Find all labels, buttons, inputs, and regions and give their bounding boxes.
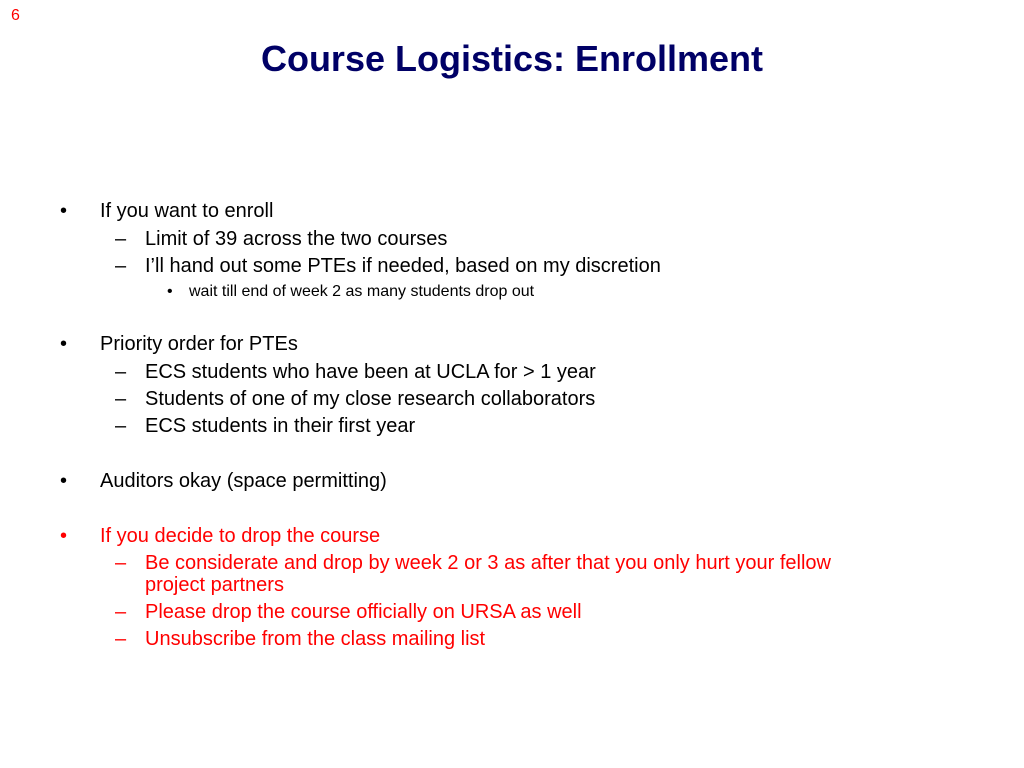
bullet-marker: • [60,333,68,355]
slide-number: 6 [11,7,20,24]
sub-sub-bullet-text: wait till end of week 2 as many students drop out [189,283,535,300]
dash-marker: – [115,228,127,250]
sub-bullet-text: project partners [145,574,284,596]
bullet-text: Priority order for PTEs [100,333,298,355]
sub-bullet-text: Limit of 39 across the two courses [145,228,448,250]
dash-marker: – [115,601,127,623]
sub-bullet-text: Unsubscribe from the class mailing list [145,628,486,650]
bullet-text: If you want to enroll [100,200,274,222]
dash-marker: – [115,361,127,383]
sub-bullet-text: Be considerate and drop by week 2 or 3 as after that you only hurt your fellow [145,552,831,574]
bullet-text: Auditors okay (space permitting) [100,470,387,492]
slide-title: Course Logistics: Enrollment [260,38,764,79]
dash-marker: – [115,415,127,437]
bullet-marker: • [60,200,68,222]
sub-bullet-text: Please drop the course officially on URSA as well [145,601,582,623]
bullet-marker: • [60,470,68,492]
dash-marker: – [115,628,127,650]
sub-bullet-text: ECS students in their first year [145,415,416,437]
bullet-text: If you decide to drop the course [100,525,381,547]
dash-marker: – [115,255,127,277]
sub-bullet-text: I’ll hand out some PTEs if needed, based on my discretion [145,255,661,277]
dash-marker: – [115,388,127,410]
dash-marker: – [115,552,127,574]
bullet-marker: • [167,283,173,300]
bullet-marker: • [60,525,68,547]
sub-bullet-text: ECS students who have been at UCLA for > 1 year [145,361,596,383]
sub-bullet-text: Students of one of my close research collaborators [145,388,596,410]
